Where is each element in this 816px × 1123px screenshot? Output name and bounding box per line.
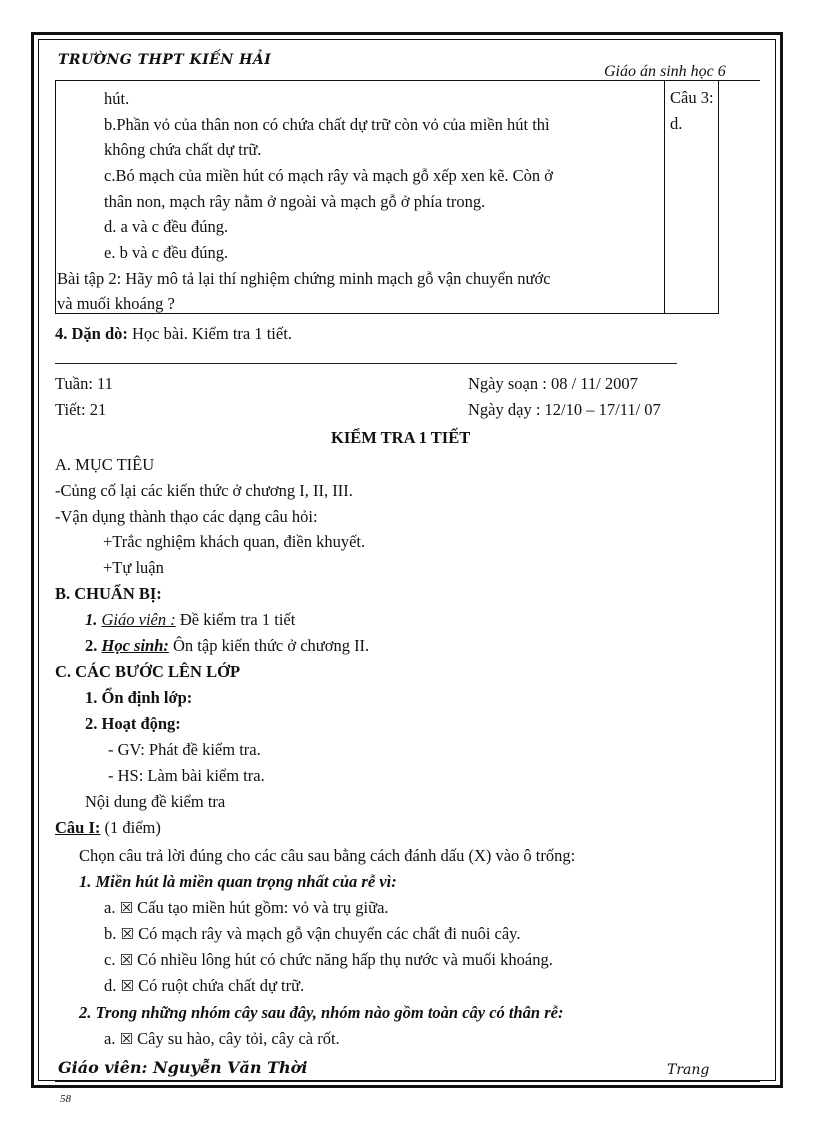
question-1-1-text: 1. Miền hút là miền quan trọng nhất của rễ vì: [79, 872, 397, 891]
homework-line [55, 324, 292, 344]
table-line: c.Bó mạch của miền hút có mạch rây và mạch gỗ xếp xen kẽ. Còn ở [104, 166, 554, 185]
option-row [104, 950, 553, 970]
item-number: 1. [85, 610, 98, 629]
option-letter: c. [104, 950, 116, 969]
table-line: b.Phần vỏ của thân non có chứa chất dự trữ còn vỏ của miền hút thì [104, 115, 550, 134]
teach-date: Ngày dạy : 12/10 – 17/11/ 07 [468, 400, 661, 419]
footer-page-label: Trang [667, 1062, 710, 1078]
option-text: Có ruột chứa chất dự trữ. [138, 976, 305, 995]
period-label: Tiết: 21 [55, 400, 107, 419]
section-a-line: -Củng cố lại các kiến thức ở chương I, II, III. [55, 481, 353, 500]
step-stabilize: 1. Ổn định lớp: [85, 688, 193, 707]
table-line: d. a và c đều đúng. [104, 217, 229, 236]
checkbox-icon[interactable]: ☒ [120, 977, 134, 995]
option-letter: a. [104, 1029, 116, 1048]
table-line: không chứa chất dự trữ. [104, 140, 262, 159]
option-row [104, 1029, 340, 1049]
table-divider [664, 81, 665, 313]
hs-step: - HS: Làm bài kiểm tra. [108, 766, 265, 785]
checkbox-icon[interactable]: ☒ [119, 1030, 134, 1048]
student-text: Ôn tập kiến thức ở chương II. [173, 636, 370, 655]
option-text: Có nhiều lông hút có chức năng hấp thụ nước và muối khoáng. [137, 950, 553, 969]
checkbox-icon[interactable]: ☒ [119, 899, 134, 917]
school-header: TRƯỜNG THPT KIẾN HẢI [58, 52, 272, 68]
homework-text: Học bài. Kiểm tra 1 tiết. [132, 324, 292, 343]
option-row [104, 976, 304, 996]
section-a-line: -Vận dụng thành thạo các dạng câu hỏi: [55, 507, 318, 526]
table-line: thân non, mạch rây nằm ở ngoài và mạch gỗ ở phía trong. [104, 192, 486, 211]
student-label: Học sinh: [101, 636, 169, 655]
question-1-header [55, 818, 161, 838]
table-line: và muối khoáng ? [57, 294, 175, 313]
table-line: e. b và c đều đúng. [104, 243, 229, 262]
section-b-item-student [85, 636, 369, 656]
footer-rule [55, 1080, 760, 1082]
section-b-item-teacher [85, 610, 295, 630]
option-text: Cây su hào, cây tỏi, cây cà rốt. [137, 1029, 340, 1048]
question-1-2-text: 2. Trong những nhóm cây sau đây, nhóm nào gồm toàn cây có thân rễ: [79, 1003, 564, 1022]
teacher-label: Giáo viên : [101, 610, 176, 629]
question-1-label: Câu I: [55, 818, 101, 837]
page-title: KIỂM TRA 1 TIẾT [331, 428, 471, 447]
question-1-1 [79, 872, 397, 892]
option-text: Cấu tạo miền hút gồm: vỏ và trụ giữa. [137, 898, 389, 917]
question-1-instruction: Chọn câu trả lời đúng cho các câu sau bằng cách đánh dấu (X) vào ô trống: [79, 846, 576, 865]
page-number: 58 [60, 1093, 71, 1105]
table-line: hút. [104, 89, 130, 108]
teacher-text: Đề kiểm tra 1 tiết [179, 610, 296, 629]
test-content-label: Nội dung đề kiểm tra [85, 792, 226, 811]
section-c-heading: C. CÁC BƯỚC LÊN LỚP [55, 662, 241, 681]
section-b-heading: B. CHUẨN BỊ: [55, 584, 162, 603]
week-label: Tuần: 11 [55, 374, 113, 393]
option-row [104, 898, 389, 918]
option-letter: d. [104, 976, 117, 995]
gv-step: - GV: Phát đề kiểm tra. [108, 740, 261, 759]
option-letter: b. [104, 924, 117, 943]
question-1-2 [79, 1003, 563, 1023]
option-row [104, 924, 520, 944]
answer-cell: Câu 3: d. [670, 88, 714, 133]
prep-date: Ngày soạn : 08 / 11/ 2007 [468, 374, 638, 393]
footer-teacher: Giáo viên: Nguyễn Văn Thời [58, 1058, 308, 1077]
table-line: Bài tập 2: Hãy mô tả lại thí nghiệm chứng minh mạch gỗ vận chuyển nước [57, 269, 551, 288]
question-1-points: (1 điểm) [104, 818, 161, 837]
option-letter: a. [104, 898, 116, 917]
checkbox-icon[interactable]: ☒ [119, 951, 134, 969]
checkbox-icon[interactable]: ☒ [120, 925, 134, 943]
item-number: 2. [85, 636, 98, 655]
step-activity: 2. Hoạt động: [85, 714, 181, 733]
homework-label: 4. Dặn dò: [55, 324, 128, 343]
section-a-line: +Tự luận [103, 558, 164, 577]
subject-header: Giáo án sinh học 6 [604, 63, 726, 80]
separator-line [55, 363, 677, 364]
option-text: Có mạch rây và mạch gỗ vận chuyển các chất đi nuôi cây. [138, 924, 521, 943]
section-a-heading: A. MỤC TIÊU [55, 455, 155, 474]
section-a-line: +Trắc nghiệm khách quan, điền khuyết. [103, 532, 366, 551]
